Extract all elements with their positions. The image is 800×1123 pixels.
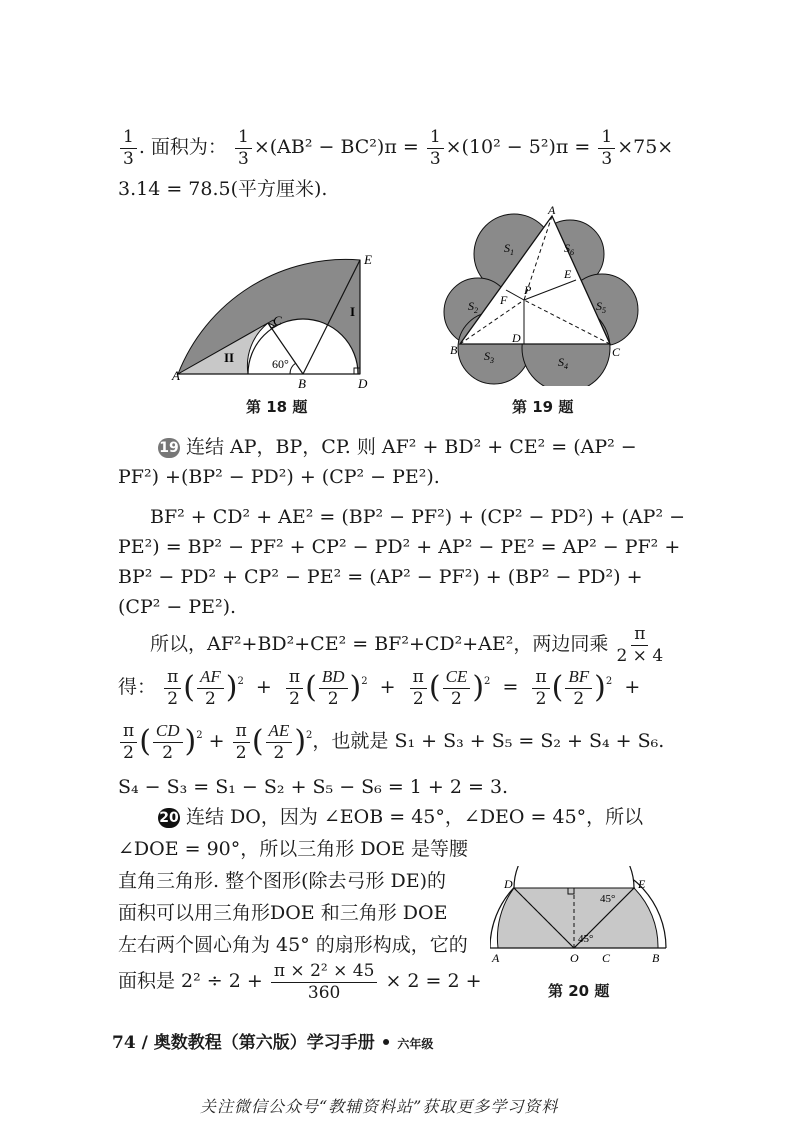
svg-text:C: C xyxy=(602,951,611,965)
p19-line-6: (CP² − PE²). xyxy=(118,596,237,618)
page-footer: 74 / 奥数教程（第六版）学习手册 • 六年级 xyxy=(112,1033,434,1053)
fig18-label-d: D xyxy=(358,376,368,390)
figure-18-diagram xyxy=(168,250,388,390)
fraction-pi-over-2x4: $\frac{\pi}{2 \times 4}$ xyxy=(616,624,664,666)
fig18-angle-60: 60° xyxy=(272,357,289,371)
fig18-label-i: I xyxy=(350,304,356,319)
p19-line-5: BP² − PD² + CP² − PE² = (AP² − PF²) + (BP² − PD²) + xyxy=(118,566,643,588)
grade-label: 六年级 xyxy=(397,1037,434,1051)
fraction-one-third: $\frac{1}{3}$ xyxy=(598,128,615,168)
fraction-one-third: $\frac{1}{3}$ xyxy=(120,128,137,168)
svg-text:D: D xyxy=(504,877,513,891)
p20-line-5: 左右两个圆心角为 45° 的扇形构成，它的 xyxy=(118,934,468,956)
fig18-label-c: C xyxy=(273,313,282,328)
top-result-line: 3.14 = 78.5(平方厘米). xyxy=(118,178,328,200)
figure-19-diagram xyxy=(440,196,640,386)
page-number: 74 xyxy=(112,1033,136,1053)
fig18-caption: 第 18 题 xyxy=(246,398,308,416)
p20-line-3: 直角三角形. 整个图形(除去弓形 DE)的 xyxy=(118,870,447,892)
svg-text:E: E xyxy=(638,877,646,891)
svg-text:O: O xyxy=(570,951,579,965)
fig18-label-b: B xyxy=(298,376,306,390)
svg-text:D: D xyxy=(512,331,521,345)
svg-text:45°: 45° xyxy=(600,893,616,905)
svg-text:S3: $S_3$ xyxy=(484,349,494,365)
fraction-one-third: $\frac{1}{3}$ xyxy=(427,128,444,168)
p19-line-7: 所以，AF²+BD²+CE² = BF²+CD²+AE²，两边同乘 $\frac{\pi}{2 \times 4}$ xyxy=(150,624,664,666)
fig18-label-ii: II xyxy=(224,350,235,365)
figure-20-diagram xyxy=(490,866,670,966)
svg-text:45°: 45° xyxy=(578,933,594,945)
svg-text:A: A xyxy=(548,203,556,217)
p20-line-1: 20 连结 DO，因为 ∠EOB = 45°，∠DEO = 45°，所以 xyxy=(159,806,644,828)
svg-text:S6: $S_6$ xyxy=(564,241,574,257)
p19-line-3: BF² + CD² + AE² = (BP² − PF²) + (CP² − PD²) + (AP² − xyxy=(150,506,686,528)
svg-text:C: C xyxy=(612,345,621,359)
svg-text:B: B xyxy=(450,343,458,357)
p19-line-2: PF²) +(BP² − PD²) + (CP² − PE²). xyxy=(118,466,440,488)
svg-text:E: E xyxy=(564,267,572,281)
book-title: 奥数教程（第六版）学习手册 xyxy=(153,1033,375,1053)
fig20-caption: 第 20 题 xyxy=(548,982,610,1000)
expr-part: ×(10² − 5²)π = xyxy=(445,136,597,159)
svg-text:B: B xyxy=(652,951,660,965)
fig19-caption: 第 19 题 xyxy=(512,398,574,416)
expr-part: ×(AB² − BC²)π = xyxy=(253,136,425,159)
p19-line-1: 19 连结 AP，BP，CP. 则 AF² + BD² + CE² = (AP² − xyxy=(159,436,637,458)
svg-text:F: F xyxy=(500,293,508,307)
svg-text:S1: $S_1$ xyxy=(504,241,514,257)
svg-text:S5: $S_5$ xyxy=(596,299,606,315)
p20-line-2: ∠DOE = 90°，所以三角形 DOE 是等腰 xyxy=(118,838,469,860)
area-label: 面积为： xyxy=(150,136,227,159)
expr-part: ×75× xyxy=(617,136,674,159)
fraction-one-third: $\frac{1}{3}$ xyxy=(235,128,252,168)
p19-line-8: 得： $\frac{\pi}{2}$ ( $\frac{AF}{2}$ )$^2$ + $\frac{\pi}{2}$ ( $\frac{BD}{2}$ )$^2$ + $\frac{\pi}{2}$ ( $\frac{CE}{2}$ )$^2$ = $\frac{\pi}{2}$ ( $\frac{BF}{2}$ )$^2$ + xyxy=(118,667,641,709)
p19-line-4: PE²) = BP² − PF² + CP² − PD² + AP² − PE² = AP² − PF² + xyxy=(118,536,681,558)
fig18-label-e: E xyxy=(364,252,372,267)
fraction-sector-area: $\frac{\text{π × 2² × 45}}{360}$ xyxy=(271,962,378,1002)
p19-line-9: $\frac{\pi}{2}$ ( $\frac{CD}{2}$ )$^2$ + $\frac{\pi}{2}$ ( $\frac{AE}{2}$ )$^2$，也就是 S₁ + S₃ + S₅ = S₂ + S₄ + S₆. xyxy=(118,722,664,762)
svg-text:S2: $S_2$ xyxy=(468,299,478,315)
p20-line-4: 面积可以用三角形DOE 和三角形 DOE xyxy=(118,902,448,924)
top-formula-line: $\frac{1}{3}$ . 面积为： $\frac{1}{3}$ ×(AB² − BC²)π = $\frac{1}{3}$ ×(10² − 5²)π = $\frac{1}{3}$ ×75× xyxy=(118,128,673,168)
fig18-label-a: A xyxy=(172,368,180,383)
svg-text:P: P xyxy=(524,283,532,297)
p19-line-10: S₄ − S₃ = S₁ − S₂ + S₅ − S₆ = 1 + 2 = 3. xyxy=(118,776,509,798)
problem-19-badge: 19 xyxy=(159,440,179,456)
svg-text:A: A xyxy=(492,951,500,965)
watermark-text: 关注微信公众号“教辅资料站”获取更多学习资料 xyxy=(200,1097,559,1116)
p20-line-6: 面积是 2² ÷ 2 + $\frac{\text{π × 2² × 45}}{360}$ × 2 = 2 + xyxy=(118,961,482,1003)
problem-20-badge: 20 xyxy=(159,810,179,826)
svg-text:S4: $S_4$ xyxy=(558,355,568,371)
